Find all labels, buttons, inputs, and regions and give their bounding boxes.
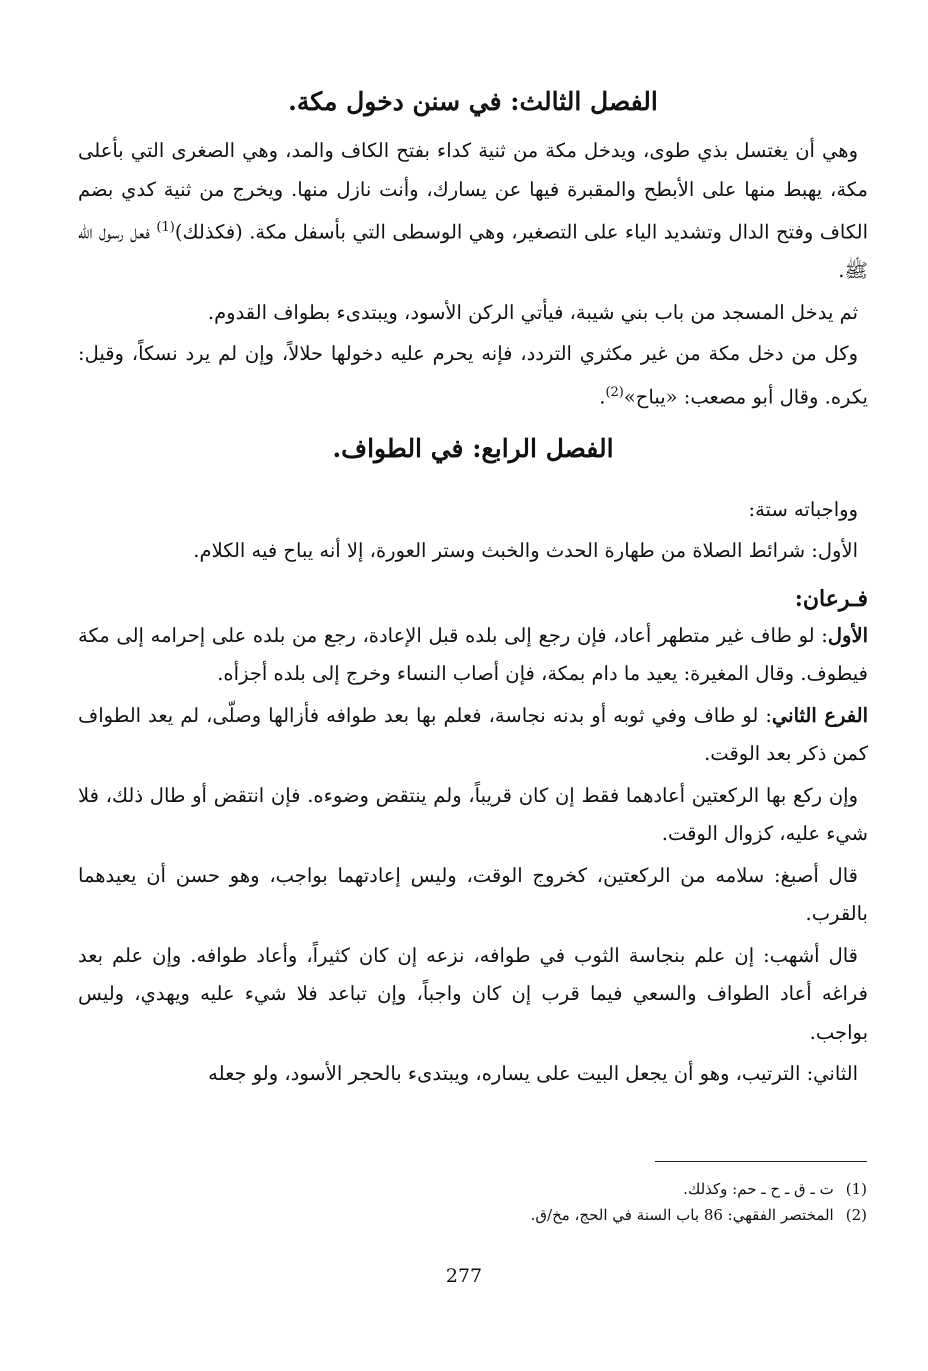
chapter-4-paragraph-2: الأول: شرائط الصلاة من طهارة الحدث والخبث وستر العورة، إلا أنه يباح فيه الكلام. (193, 539, 858, 562)
chapter-3-paragraph-2: ثم يدخل المسجد من باب بني شيبة، فيأتي الركن الأسود، ويبتدىء بطواف القدوم. (207, 300, 858, 324)
paragraph-text: وهي أن يغتسل بذي طوى، ويدخل مكة من ثنية كداء بفتح الكاف والمد، وهي الصغرى التي بأعلى مكة، يهبط منها على الأبطح والمقبرة فيها عن يسارك، وأنت نازل منها. ويخرج من ثنية كدي بضم الكاف وفتح الدال وتشديد الياء على التصغير، وهي الوسطى التي بأسفل مكة. (فكذلك) (78, 139, 868, 244)
footnotes (470, 1176, 867, 1228)
footnote-2 (470, 1202, 867, 1228)
footnote-number: (2) (845, 1206, 867, 1224)
paragraph-text: : لو طاف غير متطهر أعاد، فإن رجع إلى بلده قبل الإعادة، رجع من بلده على إحرامه إلى مكة فيطوف. وقال المغيرة: يعيد ما دام بمكة، فإن أصاب النساء وخرج إلى بلده أجزأه. (78, 623, 868, 685)
footnote-number: (1) (845, 1180, 867, 1198)
footnote-text: المختصر الفقهي: 86 باب السنة في الحج، مخ/ق. (530, 1206, 834, 1224)
chapter-4-title: الفصل الرابع: في الطواف. (332, 433, 614, 463)
paragraph-text-end: . (599, 385, 606, 408)
footnote-ref-1: (1) (156, 220, 175, 235)
chapter-3-paragraph-3 (78, 335, 868, 417)
paragraph-text: : لو طاف وفي ثوبه أو بدنه نجاسة، فعلم بها بعد طوافه فأزالها وصلّى، لم يعد الطواف كمن ذكر بعد الوقت. (78, 703, 868, 765)
paragraph-text: وكل من دخل مكة من غير مكثري التردد، فإنه يحرم عليه دخولها حلالاً، وإن لم يرد نسكاً، وقيل: يكره. وقال أبو مصعب: «يباح» (78, 342, 868, 408)
footnote-text: ت ـ ق ـ ح ـ حم: وكذلك. (683, 1180, 834, 1198)
branch-1-lead: الأول (827, 623, 868, 647)
footnote-ref-2: (2) (605, 384, 624, 400)
chapter-4-paragraph-7: قال أشهب: إن علم بنجاسة الثوب في طوافه، نزعه إن كان كثيراً، وأعاد طوافه. وإن علم بعد فراغه أعاد الطواف والسعي فيما قرب إن كان واجباً، وإن تباعد فلا شيء عليه ويهدي، وليس بواجب. (78, 943, 868, 1044)
chapter-3-title: الفصل الثالث: في سنن دخول مكة. (288, 87, 658, 116)
chapter-3-paragraph-1 (78, 132, 868, 291)
footnote-separator (655, 1161, 867, 1162)
branch-2-paragraph (78, 697, 868, 774)
branch-2-lead: الفرع الثاني (771, 703, 868, 727)
paragraph-text-end: فعل رسول الله ﷺ. (78, 220, 868, 282)
chapter-4-paragraph-5: وإن ركع بها الركعتين أعادهما فقط إن كان قريباً، ولم ينتقض وضوءه. فإن انتقض أو طال ذلك، فلا شيء عليه، كزوال الوقت. (78, 783, 868, 845)
footnote-1 (470, 1176, 867, 1202)
page-body (78, 82, 868, 1097)
chapter-4-paragraph-6: قال أصبغ: سلامه من الركعتين، كخروج الوقت، وليس إعادتهما بواجب، وهو حسن أن يعيدهما بالقرب. (78, 863, 868, 925)
page-number: 277 (445, 1265, 483, 1287)
subheading-two-branches: فـرعان: (794, 585, 868, 612)
chapter-4-paragraph-1: وواجباته ستة: (748, 497, 858, 521)
chapter-4-paragraph-8: الثاني: الترتيب، وهو أن يجعل البيت على يساره، ويبتدىء بالحجر الأسود، ولو جعله (208, 1062, 858, 1085)
branch-1-paragraph (78, 617, 868, 694)
